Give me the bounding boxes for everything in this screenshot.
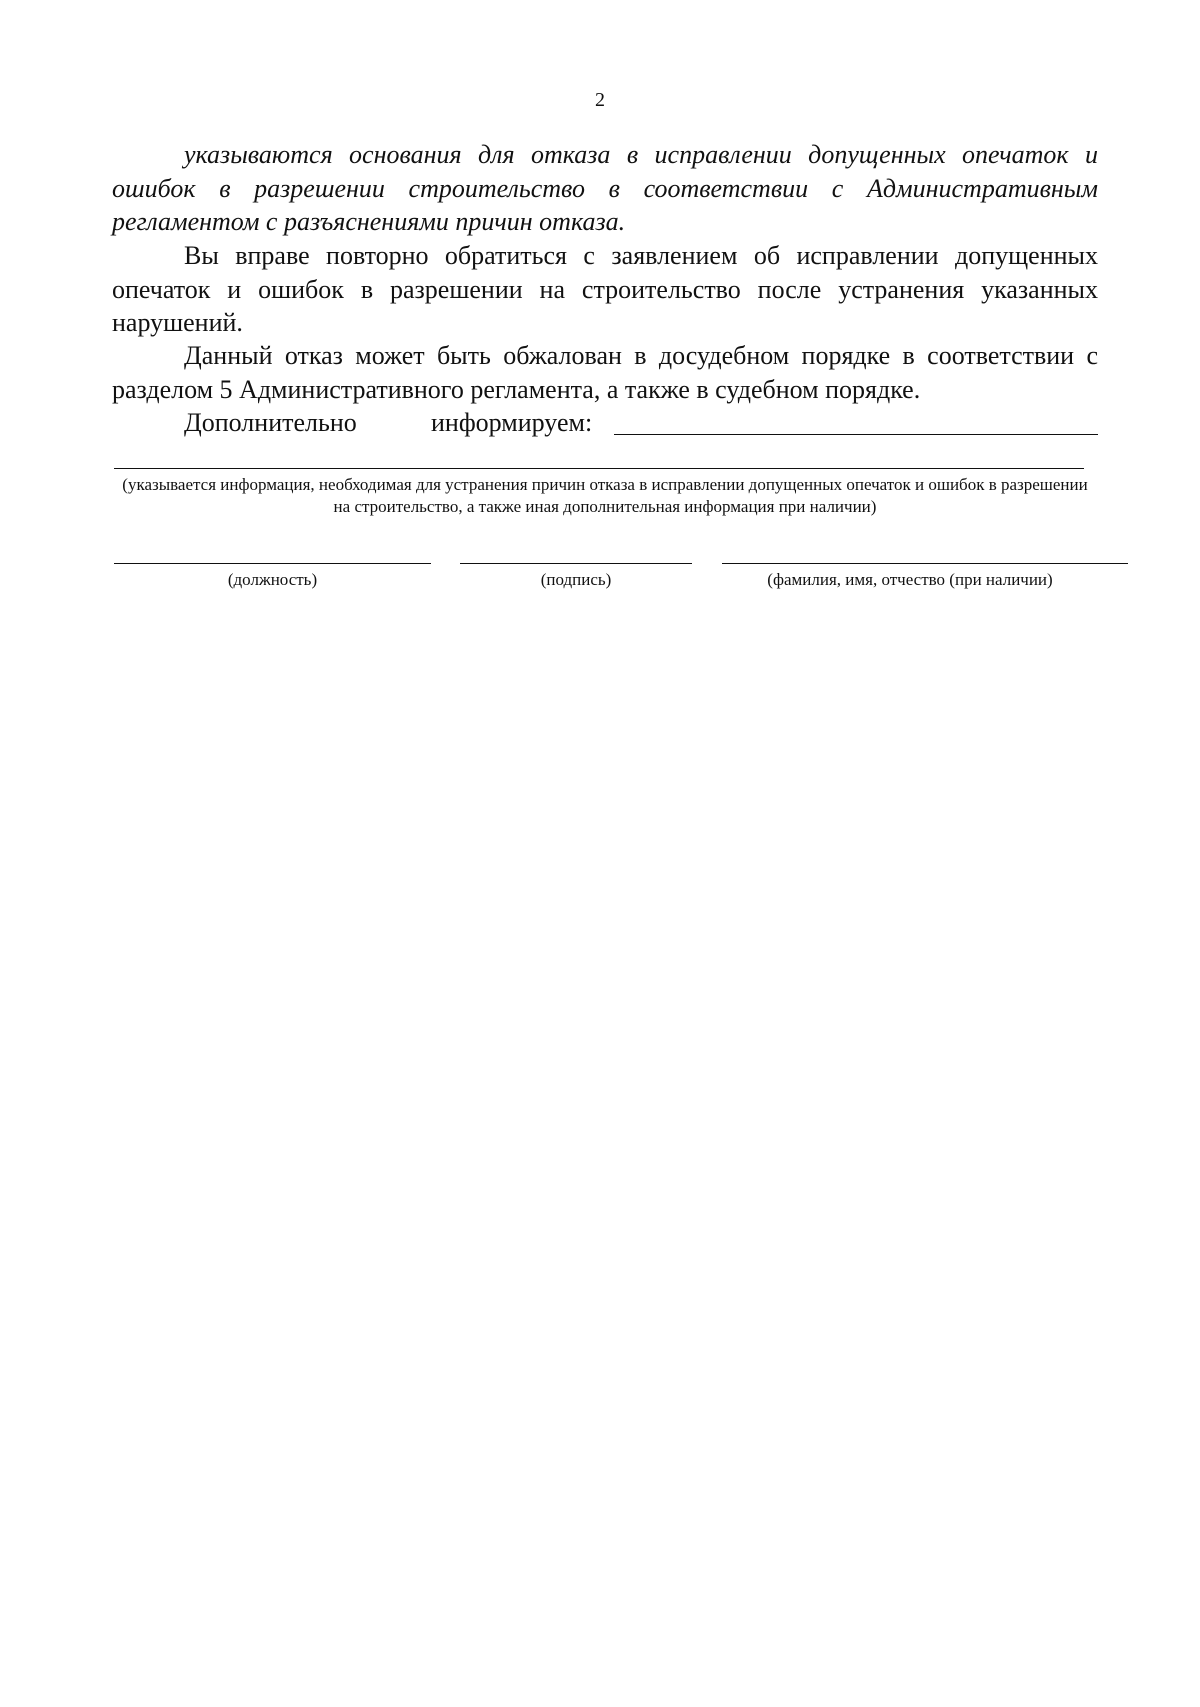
position-label: (должность) [227, 570, 318, 589]
additional-info-word1: Дополнительно [184, 408, 357, 437]
additional-info-fill-line [614, 434, 1098, 435]
paragraph-refusal-reasons: указываются основания для отказа в исправлении допущенных опечаток и ошибок в разрешении строительство в соответствии с Административным регламентом с разъяснениями причин отказа. [112, 140, 1098, 236]
full-name-blank-line [722, 563, 1128, 564]
additional-info-line [184, 406, 1098, 440]
additional-info-word2: информируем: [431, 408, 593, 437]
position-blank-line [114, 563, 431, 564]
signature-label: (подпись) [540, 570, 612, 589]
additional-info-note: (указывается информация, необходимая для устранения причин отказа в исправлении допущенных опечаток и ошибок в разрешении на строительство, а также иная дополнительная информация при наличии) [122, 475, 1088, 516]
additional-info-blank-line [114, 468, 1084, 469]
paragraph-reapply: Вы вправе повторно обратиться с заявлением об исправлении допущенных опечаток и ошибок в разрешении на строительство после устранения указанных нарушений. [112, 241, 1098, 337]
paragraph-appeal: Данный отказ может быть обжалован в досудебном порядке в соответствии с разделом 5 Административного регламента, а также в судебном порядке. [112, 341, 1098, 404]
page-number: 2 [595, 89, 605, 111]
signature-blank-line [460, 563, 692, 564]
full-name-label: (фамилия, имя, отчество (при наличии) [767, 570, 1053, 589]
